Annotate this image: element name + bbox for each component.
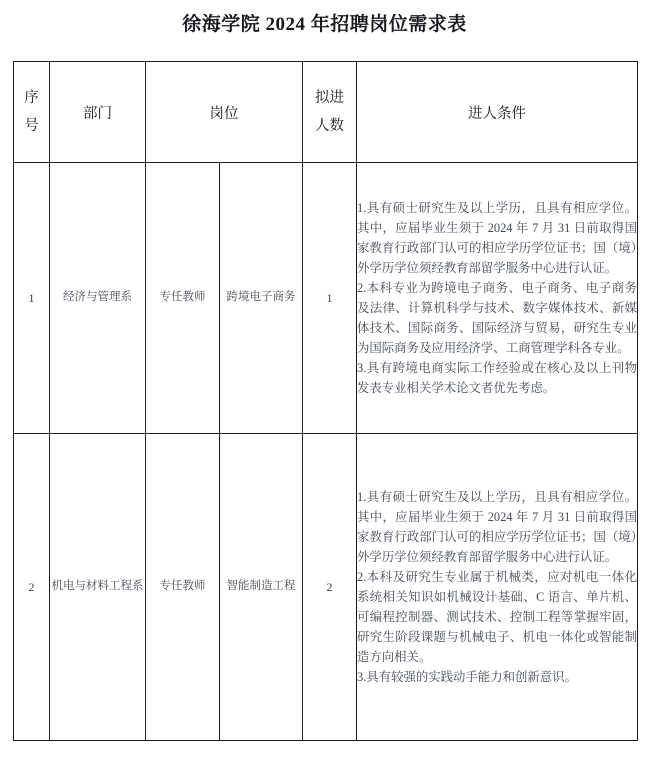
- cell-department: 经济与管理系: [50, 163, 146, 434]
- column-header-planned-line1: 拟进: [315, 89, 344, 106]
- column-header-planned-line2: 人数: [315, 118, 344, 134]
- cell-position-name: 跨境电子商务: [220, 163, 303, 434]
- cell-planned-count: 1: [303, 163, 357, 434]
- cell-sequence: 1: [14, 163, 50, 434]
- conditions-text: [357, 198, 637, 398]
- condition-item: 2.本科专业为跨境电子商务、电子商务、电子商务及法律、计算机科学与技术、数字媒体技术、新媒体技术、国际商务、国际经济与贸易，研究生专业为国际商务及应用经济学、工商管理学科各专业。: [357, 281, 637, 355]
- cell-position-type: 专任教师: [146, 163, 220, 434]
- column-header-sequence-line1: 序: [24, 89, 39, 106]
- condition-item: 3.具有较强的实践动手能力和创新意识。: [357, 670, 577, 684]
- recruitment-requirements-table: [13, 61, 638, 741]
- column-header-sequence-line2: 号: [24, 118, 39, 134]
- column-header-department: 部门: [50, 62, 146, 163]
- page-title: 徐海学院 2024 年招聘岗位需求表: [182, 14, 467, 35]
- condition-item: 2.本科及研究生专业属于机械类，应对机电一体化系统相关知识如机械设计基础、C 语言、单片机、可编程控制器、测试技术、控制工程等掌握牢固，研究生阶段课题与机械电子、机电一体化或智能制造方向相关。: [357, 570, 637, 664]
- cell-conditions: [357, 434, 638, 741]
- column-header-sequence: [14, 62, 50, 163]
- cell-department: 机电与材料工程系: [50, 434, 146, 741]
- cell-conditions: [357, 163, 638, 434]
- table-header: [14, 62, 638, 163]
- table-row: [14, 163, 638, 434]
- cell-planned-count: 2: [303, 434, 357, 741]
- conditions-text: [357, 487, 637, 687]
- column-header-conditions: 进人条件: [357, 62, 638, 163]
- column-header-position: 岗位: [146, 62, 303, 163]
- condition-item: 3.具有跨境电商实际工作经验或在核心及以上刊物发表专业相关学术论文者优先考虑。: [357, 361, 637, 395]
- cell-sequence: 2: [14, 434, 50, 741]
- cell-position-type: 专任教师: [146, 434, 220, 741]
- cell-position-name: 智能制造工程: [220, 434, 303, 741]
- recruitment-table-container: [13, 61, 637, 741]
- condition-item: 1.具有硕士研究生及以上学历，且具有相应学位。其中，应届毕业生须于 2024 年 7 月 31 日前取得国家教育行政部门认可的相应学历学位证书；国（境）外学历学位须经教育部留学服务中心进行认证。: [357, 201, 637, 275]
- table-body: [14, 163, 638, 741]
- condition-item: 1.具有硕士研究生及以上学历，且具有相应学位。其中，应届毕业生须于 2024 年 7 月 31 日前取得国家教育行政部门认可的相应学历学位证书；国（境）外学历学位须经教育部留学服务中心进行认证。: [357, 490, 637, 564]
- column-header-planned-count: [303, 62, 357, 163]
- table-header-row: [14, 62, 638, 163]
- table-row: [14, 434, 638, 741]
